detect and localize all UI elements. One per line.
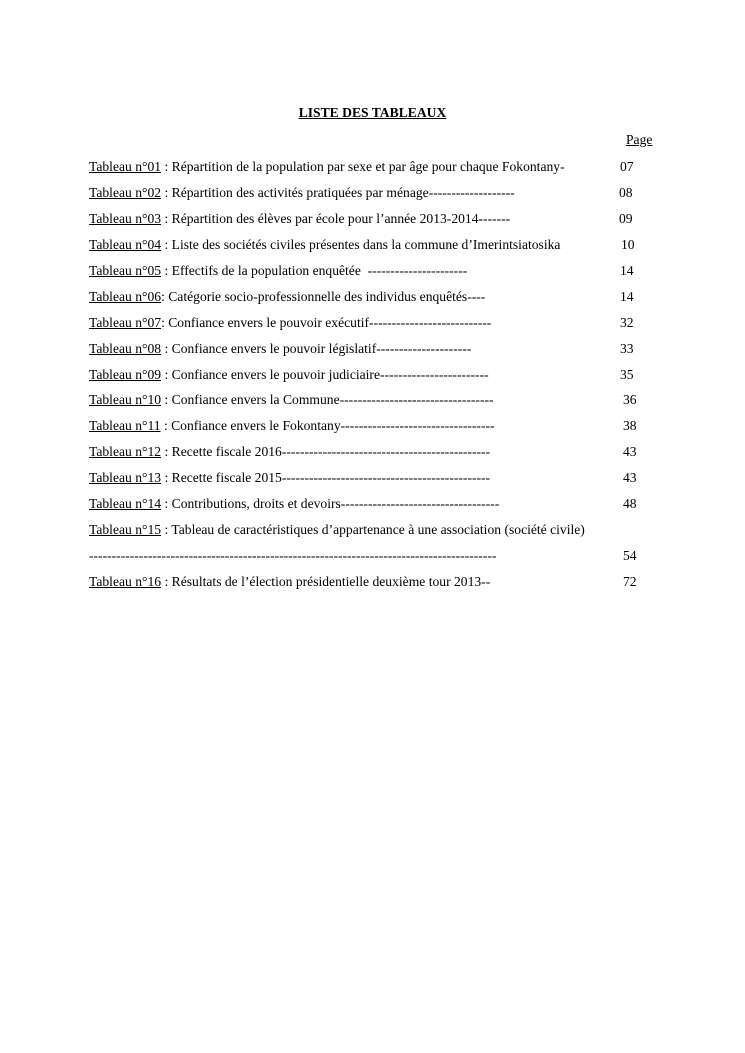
table-entry-page: 14	[620, 289, 634, 304]
table-entry-page: 33	[620, 341, 634, 356]
table-entry-title: ------------------------------------------------------------------------------------------	[89, 548, 497, 563]
table-entry-label[interactable]: Tableau n°13	[89, 470, 162, 485]
page-column-header: Page	[626, 132, 653, 147]
table-entry-label[interactable]: Tableau n°05	[89, 263, 162, 278]
table-entry-page: 09	[619, 211, 633, 226]
table-entry-title: : Répartition des élèves par école pour l’année 2013-2014-------	[161, 211, 511, 226]
table-entry-title: : Confiance envers le pouvoir exécutif---------------------------	[161, 315, 492, 330]
table-entry-page: 32	[620, 315, 634, 330]
table-entry-title: : Confiance envers le pouvoir législatif---------------------	[161, 341, 472, 356]
table-entry-title: : Contributions, droits et devoirs-----------------------------------	[161, 496, 500, 511]
table-entry	[89, 469, 649, 487]
table-entry	[89, 236, 649, 254]
table-entry-page: 14	[620, 263, 634, 278]
page-title: LISTE DES TABLEAUX	[298, 105, 447, 120]
table-entry-label[interactable]: Tableau n°16	[89, 574, 162, 589]
table-entry-title: : Liste des sociétés civiles présentes dans la commune d’Imerintsiatosika	[161, 237, 561, 252]
table-entry-label[interactable]: Tableau n°04	[89, 237, 162, 252]
table-entry-page: 54	[623, 548, 637, 563]
table-entry	[89, 573, 649, 591]
table-entry-page: 36	[623, 392, 637, 407]
table-entry-page: 43	[623, 444, 637, 459]
table-entry	[89, 210, 649, 228]
table-entry	[89, 547, 649, 565]
table-entry-title: : Confiance envers le pouvoir judiciaire------------------------	[161, 367, 489, 382]
table-entry	[89, 366, 649, 384]
table-entry	[89, 184, 649, 202]
table-entry-label[interactable]: Tableau n°14	[89, 496, 162, 511]
table-entry-title: : Recette fiscale 2016----------------------------------------------	[161, 444, 491, 459]
table-entry-title: : Confiance envers le Fokontany----------------------------------	[160, 418, 495, 433]
table-entry	[89, 158, 649, 176]
table-entry-label[interactable]: Tableau n°10	[89, 392, 162, 407]
table-entry-page: 07	[620, 159, 634, 174]
table-entry-title: : Recette fiscale 2015----------------------------------------------	[161, 470, 491, 485]
table-entry-page: 10	[621, 237, 635, 252]
table-entry	[89, 443, 649, 461]
table-entry	[89, 417, 649, 435]
table-entry-title: : Effectifs de la population enquêtée ----------------------	[161, 263, 468, 278]
table-entry-label[interactable]: Tableau n°01	[89, 159, 162, 174]
table-entry-page: 08	[619, 185, 633, 200]
table-entry-page: 43	[623, 470, 637, 485]
table-entry-title: : Tableau de caractéristiques d’appartenance à une association (société civile)	[161, 522, 585, 537]
table-entry-page: 35	[620, 367, 634, 382]
table-entry-page: 38	[623, 418, 637, 433]
table-entry-title: : Répartition de la population par sexe et par âge pour chaque Fokontany-	[161, 159, 565, 174]
table-entry	[89, 288, 649, 306]
table-entry-label[interactable]: Tableau n°15	[89, 522, 162, 537]
table-entry-page: 72	[623, 574, 637, 589]
table-entry-title: : Catégorie socio-professionnelle des individus enquêtés----	[161, 289, 486, 304]
table-entry-page: 48	[623, 496, 637, 511]
table-entry	[89, 495, 649, 513]
table-entry	[89, 391, 649, 409]
table-entry-title: : Résultats de l’élection présidentielle deuxième tour 2013--	[161, 574, 491, 589]
table-entry	[89, 521, 649, 539]
table-entry-label[interactable]: Tableau n°03	[89, 211, 162, 226]
table-entry-label[interactable]: Tableau n°07	[89, 315, 162, 330]
table-entry	[89, 314, 649, 332]
table-entry-title: : Confiance envers la Commune----------------------------------	[161, 392, 494, 407]
table-entry	[89, 262, 649, 280]
table-entry-label[interactable]: Tableau n°08	[89, 341, 162, 356]
table-entry-label[interactable]: Tableau n°11	[89, 418, 161, 433]
table-entry-label[interactable]: Tableau n°06	[89, 289, 162, 304]
table-entry-label[interactable]: Tableau n°12	[89, 444, 162, 459]
table-entry	[89, 340, 649, 358]
table-entry-label[interactable]: Tableau n°02	[89, 185, 162, 200]
table-entry-title: : Répartition des activités pratiquées par ménage-------------------	[161, 185, 515, 200]
table-entry-label[interactable]: Tableau n°09	[89, 367, 162, 382]
